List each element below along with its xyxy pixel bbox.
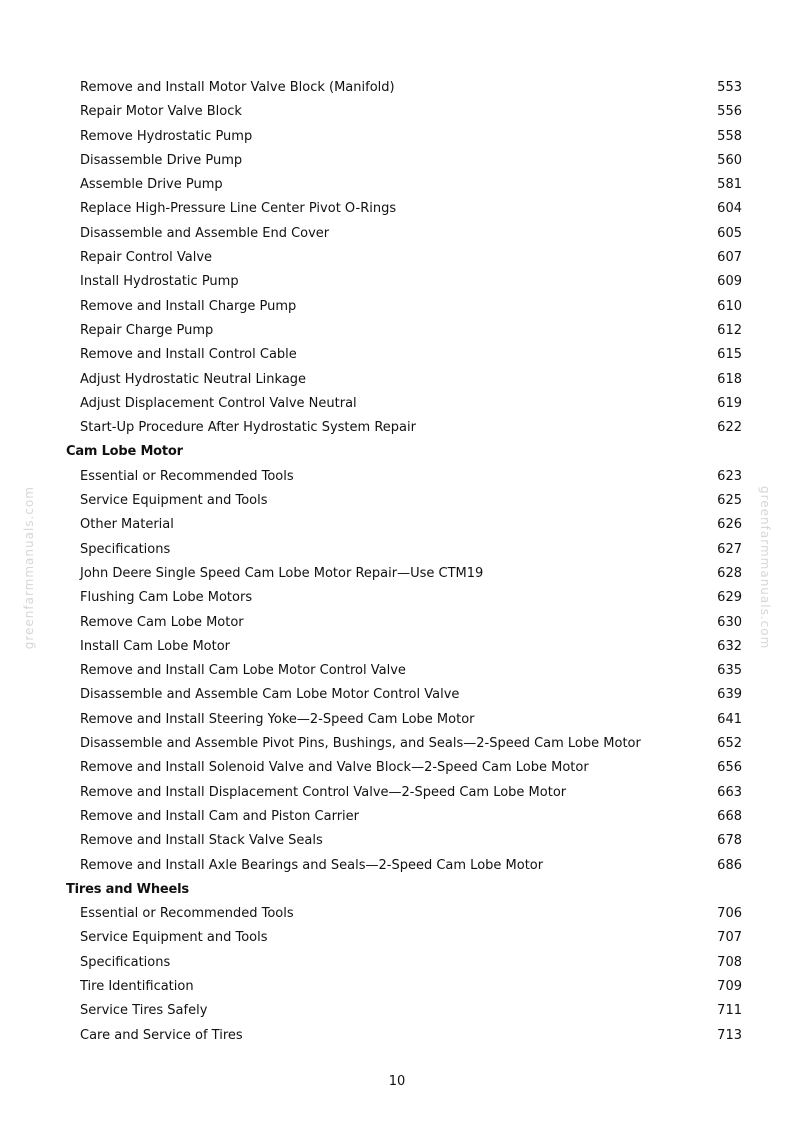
entry-title: Assemble Drive Pump bbox=[80, 177, 223, 193]
toc-entry[interactable] bbox=[0, 683, 794, 707]
entry-title: Service Equipment and Tools bbox=[80, 493, 268, 509]
entry-page-number: 553 bbox=[717, 80, 742, 95]
entry-page-number: 635 bbox=[717, 663, 742, 679]
toc-entry[interactable] bbox=[0, 513, 794, 537]
entry-page-number: 656 bbox=[717, 760, 742, 776]
entry-title: Remove Hydrostatic Pump bbox=[80, 128, 253, 144]
entry-title: Disassemble and Assemble End Cover bbox=[80, 225, 330, 241]
entry-title: Remove and Install Displacement Control Valve—2-Speed Cam Lobe Motor bbox=[80, 784, 567, 800]
toc-entry[interactable] bbox=[0, 489, 794, 513]
entry-title: Remove and Install Steering Yoke—2-Speed Cam Lobe Motor bbox=[80, 711, 475, 727]
entry-title: Specifications bbox=[80, 541, 171, 557]
toc-entry[interactable] bbox=[0, 416, 794, 440]
toc-entry[interactable] bbox=[0, 149, 794, 173]
entry-title: Start-Up Procedure After Hydrostatic System Repair bbox=[80, 420, 416, 436]
entry-title: John Deere Single Speed Cam Lobe Motor Repair—Use CTM19 bbox=[80, 565, 484, 581]
toc-entry[interactable] bbox=[0, 781, 794, 805]
entry-page-number: 686 bbox=[717, 857, 742, 873]
entry-page-number: 706 bbox=[717, 906, 742, 922]
toc-entry[interactable] bbox=[0, 975, 794, 999]
toc-entry[interactable] bbox=[0, 319, 794, 343]
entry-title: Repair Control Valve bbox=[80, 250, 213, 266]
entry-page-number: 556 bbox=[717, 104, 742, 120]
toc-entry[interactable] bbox=[0, 611, 794, 635]
watermark-right: greenfarmmanuals.com bbox=[758, 486, 772, 650]
entry-title: Flushing Cam Lobe Motors bbox=[80, 590, 253, 606]
toc-entry[interactable] bbox=[0, 829, 794, 853]
entry-page-number: 618 bbox=[717, 371, 742, 387]
toc-entry[interactable] bbox=[0, 76, 794, 100]
entry-page-number: 639 bbox=[717, 687, 742, 703]
section-title: Tires and Wheels bbox=[66, 881, 189, 897]
toc-entry[interactable] bbox=[0, 635, 794, 659]
entry-title: Essential or Recommended Tools bbox=[80, 468, 294, 484]
toc-entry[interactable] bbox=[0, 538, 794, 562]
entry-title: Remove Cam Lobe Motor bbox=[80, 614, 244, 630]
entry-title: Service Tires Safely bbox=[80, 1003, 208, 1019]
entry-page-number: 625 bbox=[717, 493, 742, 509]
entry-page-number: 619 bbox=[717, 395, 742, 411]
toc-entry[interactable] bbox=[0, 125, 794, 149]
entry-page-number: 630 bbox=[717, 614, 742, 630]
entry-title: Essential or Recommended Tools bbox=[80, 906, 294, 922]
toc-entry[interactable] bbox=[0, 343, 794, 367]
entry-title: Remove and Install Charge Pump bbox=[80, 298, 297, 314]
entry-page-number: 612 bbox=[717, 322, 742, 338]
toc-entry[interactable] bbox=[0, 926, 794, 950]
entry-page-number: 663 bbox=[717, 784, 742, 800]
entry-page-number: 628 bbox=[717, 565, 742, 581]
entry-title: Remove and Install Axle Bearings and Seals—2-Speed Cam Lobe Motor bbox=[80, 857, 544, 873]
toc-entry[interactable] bbox=[0, 659, 794, 683]
entry-page-number: 560 bbox=[717, 152, 742, 168]
entry-page-number: 629 bbox=[717, 590, 742, 606]
entry-page-number: 615 bbox=[717, 347, 742, 363]
entry-page-number: 678 bbox=[717, 833, 742, 849]
entry-page-number: 713 bbox=[717, 1027, 742, 1043]
entry-title: Adjust Displacement Control Valve Neutral bbox=[80, 395, 357, 411]
entry-page-number: 641 bbox=[717, 711, 742, 727]
entry-title: Adjust Hydrostatic Neutral Linkage bbox=[80, 371, 307, 387]
entry-title: Remove and Install Motor Valve Block (Manifold) bbox=[80, 80, 395, 95]
entry-title: Install Hydrostatic Pump bbox=[80, 274, 239, 290]
toc-entry[interactable] bbox=[0, 1024, 794, 1048]
page-number: 10 bbox=[388, 1074, 406, 1089]
entry-title: Remove and Install Cam and Piston Carrier bbox=[80, 808, 359, 824]
toc-section-heading bbox=[0, 878, 794, 902]
entry-page-number: 622 bbox=[717, 420, 742, 436]
entry-title: Tire Identification bbox=[80, 978, 194, 994]
toc-entry[interactable] bbox=[0, 562, 794, 586]
toc-entry[interactable] bbox=[0, 173, 794, 197]
entry-title: Repair Charge Pump bbox=[80, 322, 214, 338]
entry-page-number: 609 bbox=[717, 274, 742, 290]
entry-page-number: 604 bbox=[717, 201, 742, 217]
toc-entry[interactable] bbox=[0, 270, 794, 294]
section-title: Cam Lobe Motor bbox=[66, 444, 183, 460]
entry-title: Specifications bbox=[80, 954, 171, 970]
entry-page-number: 632 bbox=[717, 638, 742, 654]
entry-title: Disassemble and Assemble Pivot Pins, Bushings, and Seals—2-Speed Cam Lobe Motor bbox=[80, 736, 641, 752]
entry-title: Care and Service of Tires bbox=[80, 1027, 243, 1043]
toc-entry[interactable] bbox=[0, 295, 794, 319]
toc-entry[interactable] bbox=[0, 246, 794, 270]
toc-section-heading bbox=[0, 440, 794, 464]
entry-title: Remove and Install Control Cable bbox=[80, 347, 297, 363]
toc-entry[interactable] bbox=[0, 732, 794, 756]
entry-page-number: 652 bbox=[717, 736, 742, 752]
table-of-contents bbox=[0, 76, 794, 1048]
entry-page-number: 558 bbox=[717, 128, 742, 144]
entry-title: Disassemble and Assemble Cam Lobe Motor Control Valve bbox=[80, 687, 460, 703]
toc-entry[interactable] bbox=[0, 465, 794, 489]
toc-entry[interactable] bbox=[0, 756, 794, 780]
entry-title: Install Cam Lobe Motor bbox=[80, 638, 231, 654]
entry-page-number: 581 bbox=[717, 177, 742, 193]
entry-page-number: 627 bbox=[717, 541, 742, 557]
toc-entry[interactable] bbox=[0, 222, 794, 246]
entry-page-number: 626 bbox=[717, 517, 742, 533]
entry-title: Remove and Install Solenoid Valve and Valve Block—2-Speed Cam Lobe Motor bbox=[80, 760, 589, 776]
entry-page-number: 711 bbox=[717, 1003, 742, 1019]
entry-page-number: 709 bbox=[717, 978, 742, 994]
toc-entry[interactable] bbox=[0, 708, 794, 732]
entry-title: Remove and Install Stack Valve Seals bbox=[80, 833, 323, 849]
entry-title: Other Material bbox=[80, 517, 174, 533]
toc-entry[interactable] bbox=[0, 368, 794, 392]
entry-page-number: 610 bbox=[717, 298, 742, 314]
toc-entry[interactable] bbox=[0, 100, 794, 124]
toc-entry[interactable] bbox=[0, 805, 794, 829]
entry-page-number: 605 bbox=[717, 225, 742, 241]
entry-page-number: 607 bbox=[717, 250, 742, 266]
toc-entry[interactable] bbox=[0, 586, 794, 610]
entry-title: Disassemble Drive Pump bbox=[80, 152, 243, 168]
entry-title: Repair Motor Valve Block bbox=[80, 104, 242, 120]
toc-entry[interactable] bbox=[0, 854, 794, 878]
entry-title: Remove and Install Cam Lobe Motor Control Valve bbox=[80, 663, 406, 679]
entry-page-number: 668 bbox=[717, 808, 742, 824]
toc-entry[interactable] bbox=[0, 902, 794, 926]
toc-entry[interactable] bbox=[0, 999, 794, 1023]
entry-title: Service Equipment and Tools bbox=[80, 930, 268, 946]
entry-page-number: 708 bbox=[717, 954, 742, 970]
toc-entry[interactable] bbox=[0, 392, 794, 416]
entry-page-number: 623 bbox=[717, 468, 742, 484]
toc-entry[interactable] bbox=[0, 951, 794, 975]
entry-title: Replace High-Pressure Line Center Pivot O-Rings bbox=[80, 201, 397, 217]
watermark-left: greenfarmmanuals.com bbox=[22, 486, 36, 650]
entry-page-number: 707 bbox=[717, 930, 742, 946]
toc-entry[interactable] bbox=[0, 197, 794, 221]
